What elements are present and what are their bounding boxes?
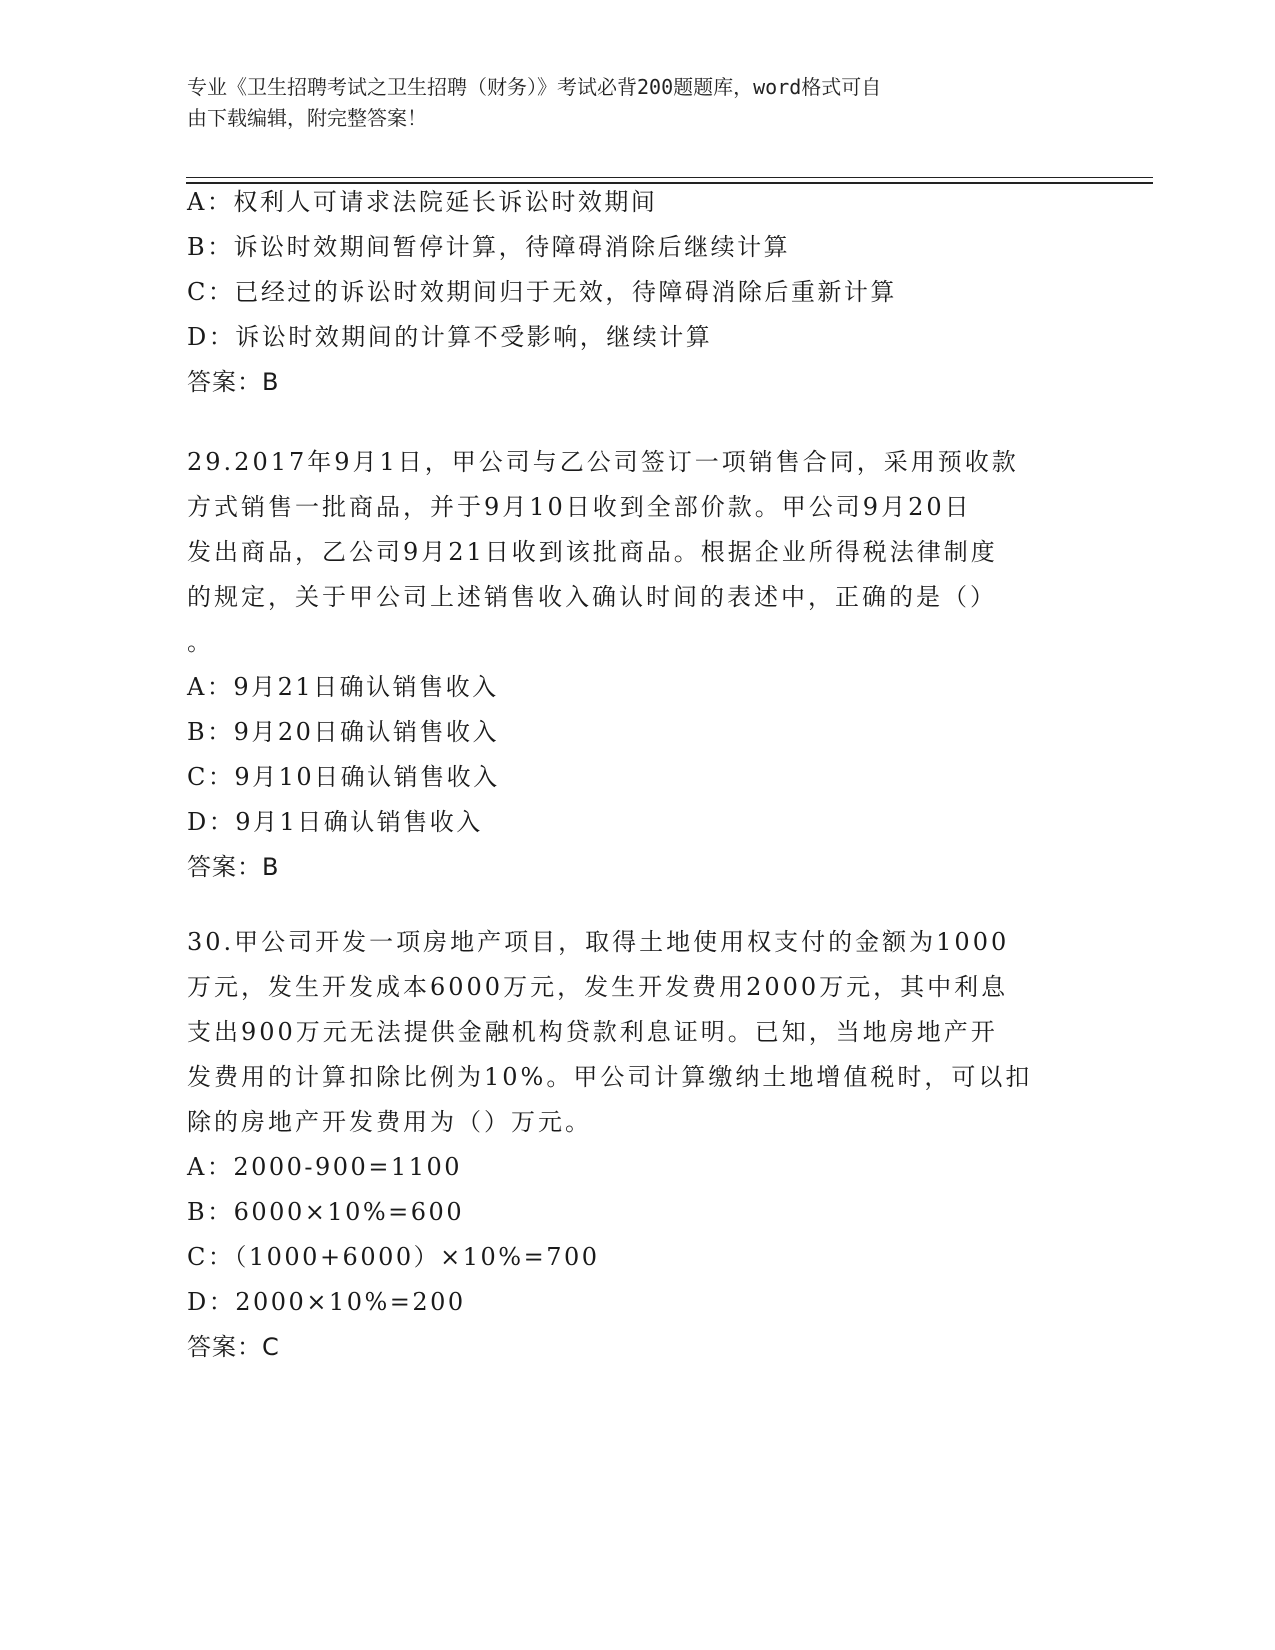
header-divider-thin	[186, 177, 1153, 178]
option-b: B：6000×10%=600	[187, 1198, 465, 1226]
option-a: A：2000-900=1100	[187, 1153, 463, 1181]
stem-line: 发费用的计算扣除比例为10%。甲公司计算缴纳土地增值税时，可以扣	[187, 1063, 1033, 1091]
option-b: B：诉讼时效期间暂停计算，待障碍消除后继续计算	[187, 233, 791, 261]
option-c: C：已经过的诉讼时效期间归于无效，待障碍消除后重新计算	[187, 278, 897, 306]
option-c: C：9月10日确认销售收入	[187, 763, 500, 791]
header-line-1: 专业《卫生招聘考试之卫生招聘（财务）》考试必背200题题库，word格式可自	[187, 75, 882, 99]
stem-line: 的规定，关于甲公司上述销售收入确认时间的表述中，正确的是（）	[187, 583, 997, 611]
stem-line: 万元，发生开发成本6000万元，发生开发费用2000万元，其中利息	[187, 973, 1009, 1001]
option-b: B：9月20日确认销售收入	[187, 718, 499, 746]
question-previous	[187, 180, 1087, 405]
option-c: C：（1000+6000）×10%=700	[187, 1243, 600, 1271]
stem-line: 发出商品，乙公司9月21日收到该批商品。根据企业所得税法律制度	[187, 538, 998, 566]
stem-line: 30.甲公司开发一项房地产项目，取得土地使用权支付的金额为1000	[187, 928, 1010, 956]
option-d: D：9月1日确认销售收入	[187, 808, 483, 836]
question-30	[187, 920, 1087, 1370]
stem-line: 除的房地产开发费用为（）万元。	[187, 1108, 592, 1136]
option-d: D：诉讼时效期间的计算不受影响，继续计算	[187, 323, 713, 351]
stem-line: 29.2017年9月1日，甲公司与乙公司签订一项销售合同，采用预收款	[187, 448, 1019, 476]
answer-line: 答案：B	[187, 368, 280, 396]
stem-line: 。	[187, 628, 214, 656]
document-header	[187, 72, 1067, 134]
question-29	[187, 440, 1087, 890]
answer-line: 答案：C	[187, 1333, 280, 1361]
header-line-2: 由下载编辑，附完整答案！	[187, 106, 427, 130]
question-stem	[187, 920, 1087, 1145]
option-a: A：9月21日确认销售收入	[187, 673, 499, 701]
stem-line: 方式销售一批商品，并于9月10日收到全部价款。甲公司9月20日	[187, 493, 972, 521]
option-a: A：权利人可请求法院延长诉讼时效期间	[187, 188, 658, 216]
stem-line: 支出900万元无法提供金融机构贷款利息证明。已知，当地房地产开	[187, 1018, 998, 1046]
answer-line: 答案：B	[187, 853, 280, 881]
option-d: D：2000×10%=200	[187, 1288, 466, 1316]
question-stem	[187, 440, 1087, 665]
